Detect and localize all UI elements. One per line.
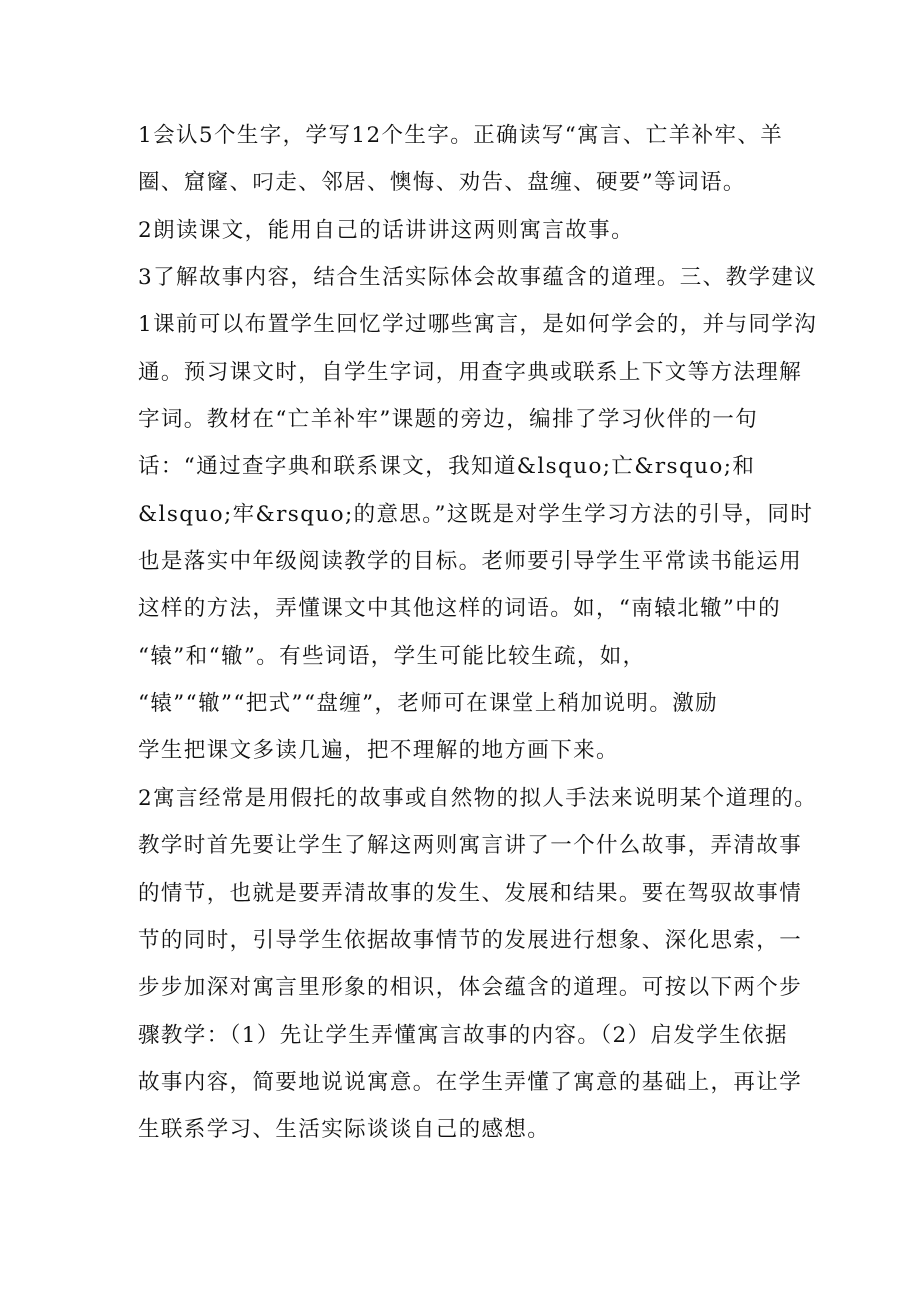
text-line: “辕”和“辙”。有些词语，学生可能比较生疏，如， [138,643,646,669]
text-line: &lsquo;牢&rsquo;的意思。”这既是对学生学习方法的引导，同时 [138,501,814,527]
text-line: 故事内容，简要地说说寓意。在学生弄懂了寓意的基础上，再让学 [138,1069,803,1095]
text-line: 字词。教材在“亡羊补牢”课题的旁边，编排了学习伙伴的一句 [138,407,759,433]
document-body [138,112,818,1154]
text-line: 2朗读课文，能用自己的话讲讲这两则寓言故事。 [138,217,634,243]
text-line: 这样的方法，弄懂课文中其他这样的词语。如，“南辕北辙”中的 [138,596,782,622]
text-line: 步步加深对寓言里形象的相识，体会蕴含的道理。可按以下两个步 [138,975,803,1001]
text-line: 通。预习课文时，自学生字词，用查字典或联系上下文等方法理解 [138,359,803,385]
text-line: 1会认5个生字，学写12个生字。正确读写“寓言、亡羊补牢、羊 [138,123,784,148]
text-line: 生联系学习、生活实际谈谈自己的感想。 [138,1117,551,1143]
text-line: 学生把课文多读几遍，把不理解的地方画下来。 [138,738,619,764]
text-line: 教学时首先要让学生了解这两则寓言讲了一个什么故事，弄清故事 [138,833,803,859]
text-line: 1课前可以布置学生回忆学过哪些寓言，是如何学会的，并与同学沟 [138,312,818,338]
text-line: 的情节，也就是要弄清故事的发生、发展和结果。要在驾驭故事情 [138,880,803,906]
text-line: 3了解故事内容，结合生活实际体会故事蕴含的道理。三、教学建议 [138,265,818,291]
text-line: 2寓言经常是用假托的故事或自然物的拟人手法来说明某个道理的。 [138,785,818,811]
text-line: 话：“通过查字典和联系课文，我知道&lsquo;亡&rsquo;和 [138,454,756,480]
text-line: 圈、窟窿、叼走、邻居、懊悔、劝告、盘缠、硬要”等词语。 [138,170,746,196]
text-line: “辕”“辙”“把式”“盘缠”，老师可在课堂上稍加说明。激励 [138,691,719,717]
text-line: 骤教学：（1）先让学生弄懂寓言故事的内容。（2）启发学生依据 [138,1022,788,1048]
text-line: 也是落实中年级阅读教学的目标。老师要引导学生平常读书能运用 [138,549,803,575]
text-line: 节的同时，引导学生依据故事情节的发展进行想象、深化思索，一 [138,927,803,953]
